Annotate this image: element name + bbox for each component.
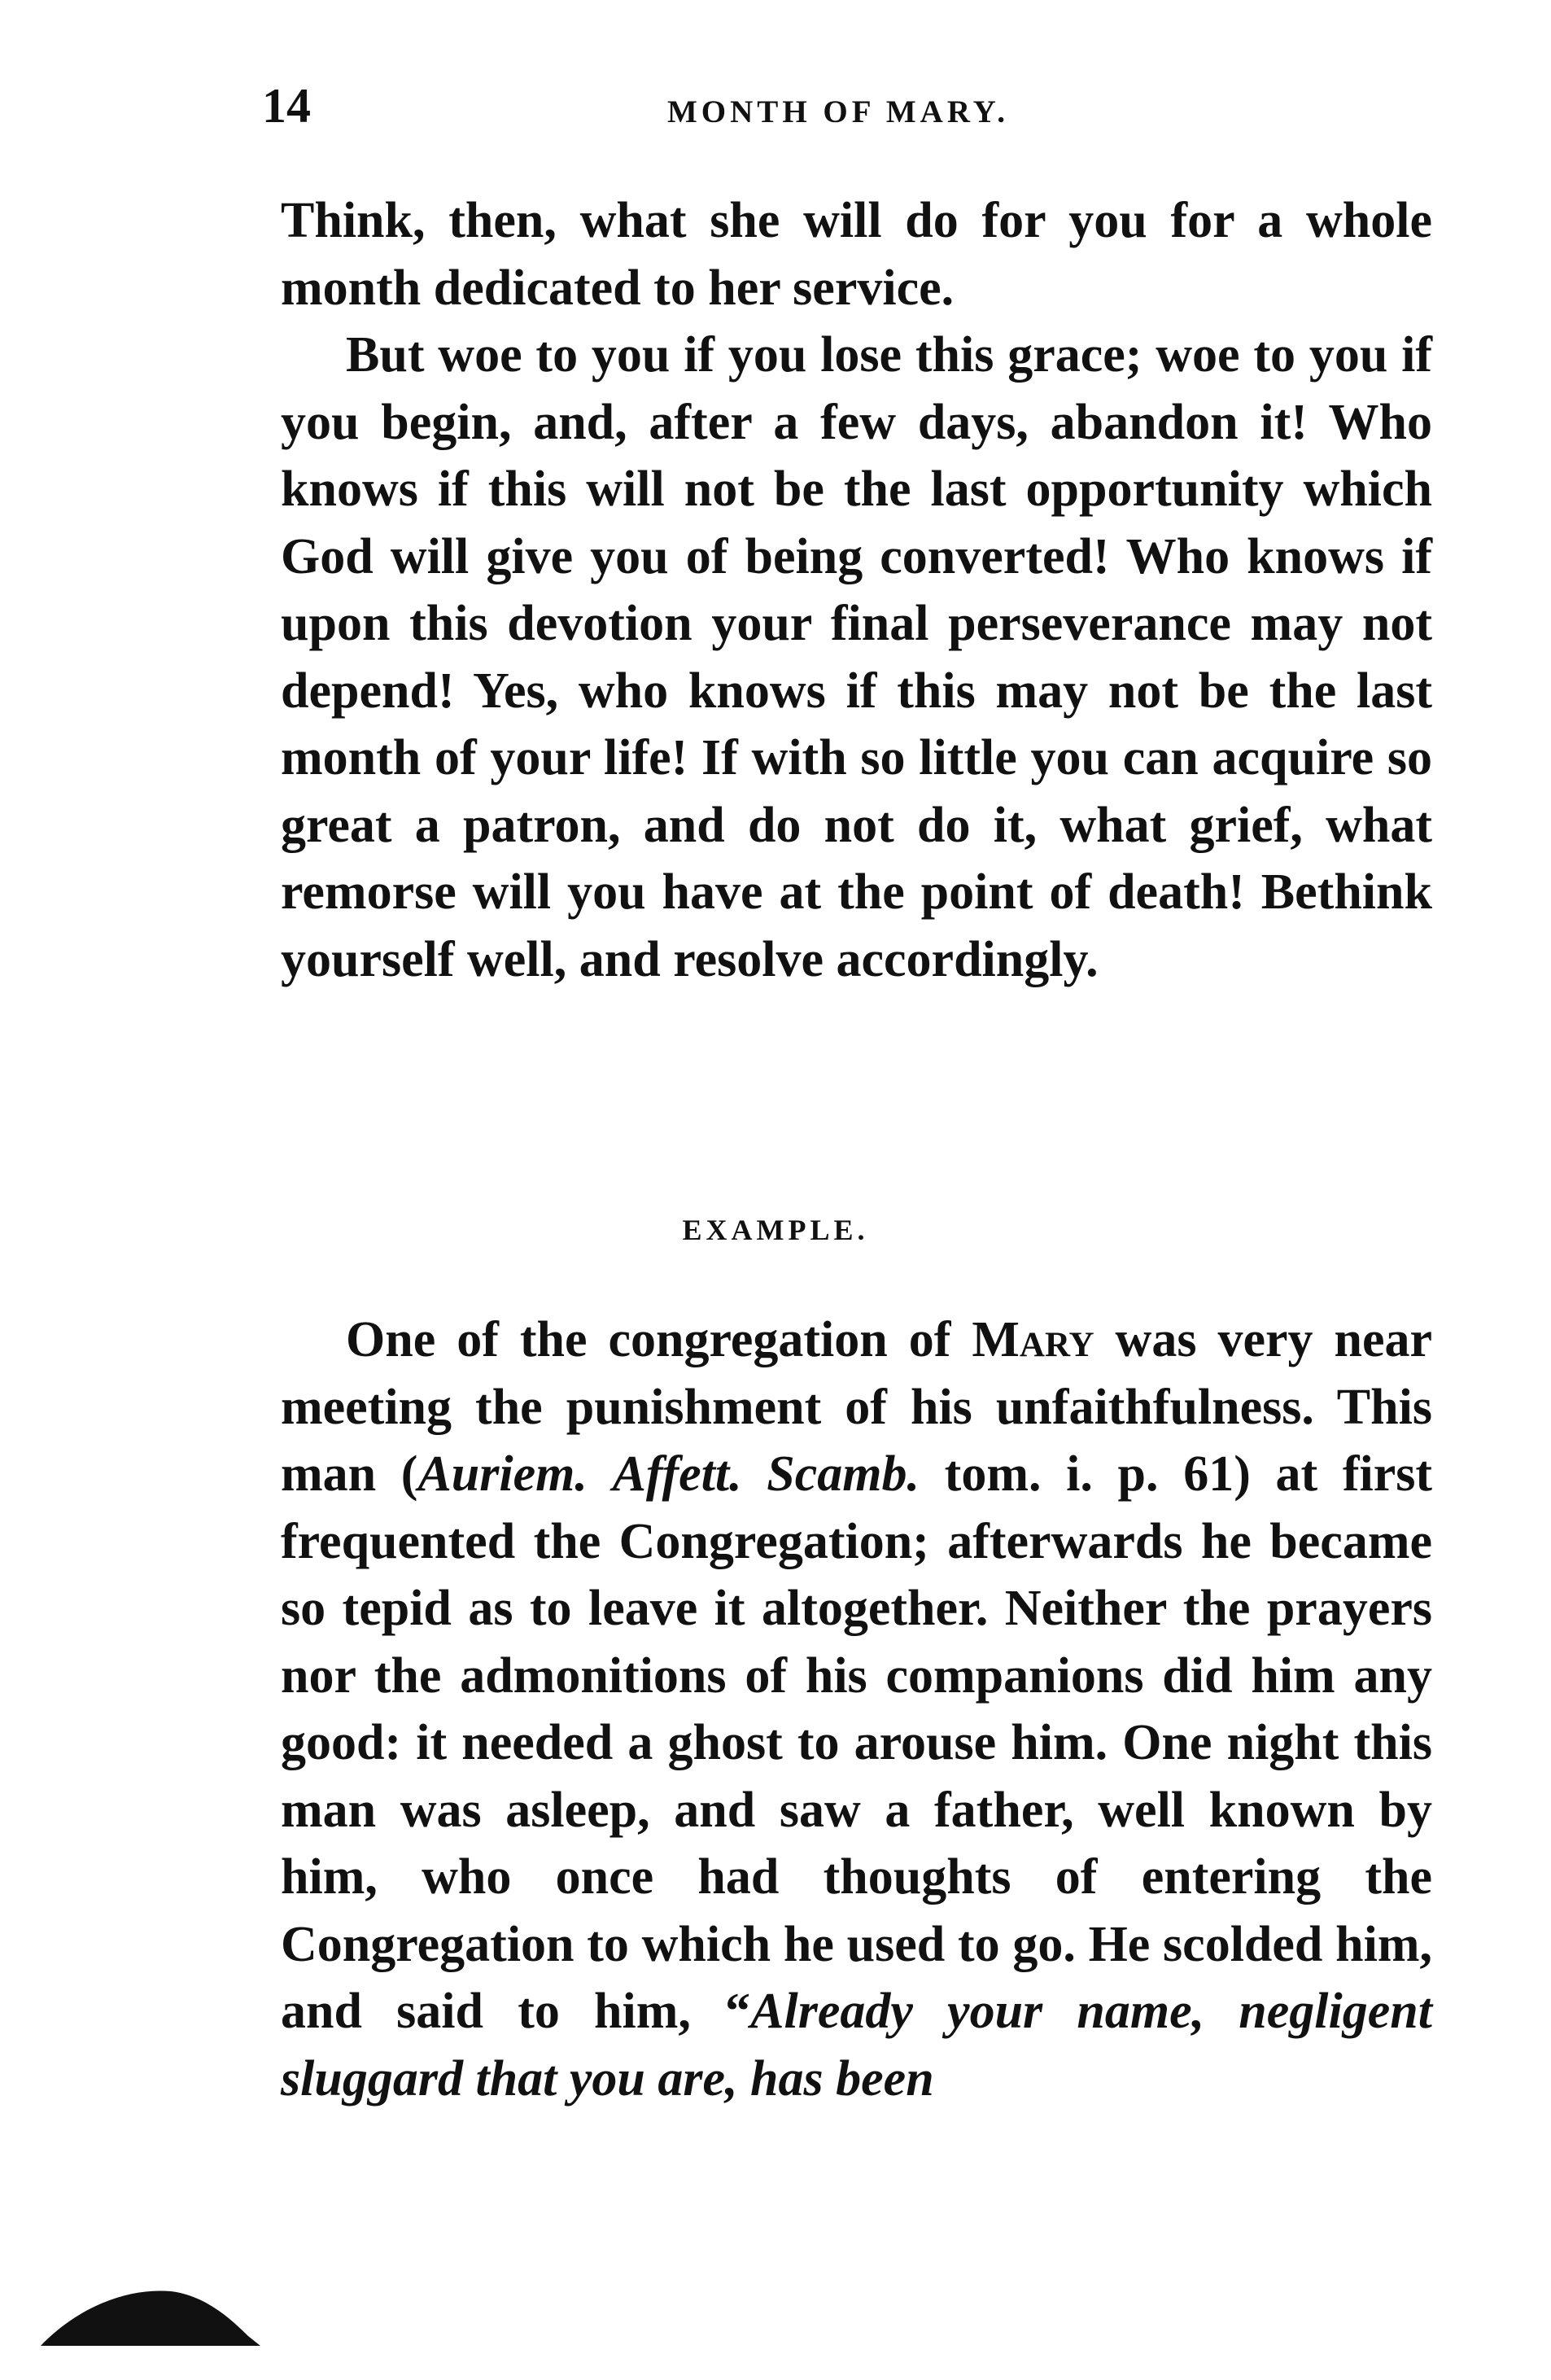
page-header	[0, 73, 1551, 138]
main-text	[281, 187, 1432, 993]
example-text-start: One of the congregation of	[346, 1312, 972, 1367]
mary-name: Mary	[972, 1312, 1094, 1367]
reference-auriem: Auriem.	[417, 1446, 588, 1502]
example-heading: EXAMPLE.	[682, 1214, 869, 1246]
paragraph-1: Think, then, what she will do for you for a whole month dedicated to her service.	[281, 193, 1432, 316]
paragraph-2: But woe to you if you lose this grace; woe to you if you begin, and, after a few days, abandon it! Who knows if this will not be the last opportunity which God will give you of being converted! Who knows if upon this devotion your final perseverance may not depend! Yes, who knows if this may not be the last month of your life! If with so little you can acquire so great a patron, and do not do it, what grief, what remorse will you have at the point of death! Bethink yourself well, and resolve accordingly.	[281, 327, 1432, 987]
example-text-mid1: was very near meeting the punishment of his unfaithfulness. This man (	[281, 1312, 1432, 1502]
page-number: 14	[262, 79, 311, 133]
quoted-speech: Already your name, negligent sluggard that you are, has been	[281, 1984, 1432, 2107]
running-head: MONTH OF MARY.	[667, 94, 1009, 129]
reference-scamb: Scamb.	[767, 1446, 920, 1502]
example-text	[281, 1306, 1432, 2112]
ink-blot	[41, 2255, 260, 2352]
example-paragraph	[281, 1306, 1432, 2112]
example-text-mid2: tom. i. p. 61) at first frequented the Congregation; afterwards he became so tepid as to leave it altogether. Neither the prayers nor the admonitions of his companions did him any good: it needed a ghost to arouse him. One night this man was asleep, and saw a father, well known by him, who once had thoughts of entering the Congregation to which he used to go. He scolded him, and said to him, “	[281, 1446, 1433, 2039]
reference-affett: Affett.	[612, 1446, 742, 1502]
